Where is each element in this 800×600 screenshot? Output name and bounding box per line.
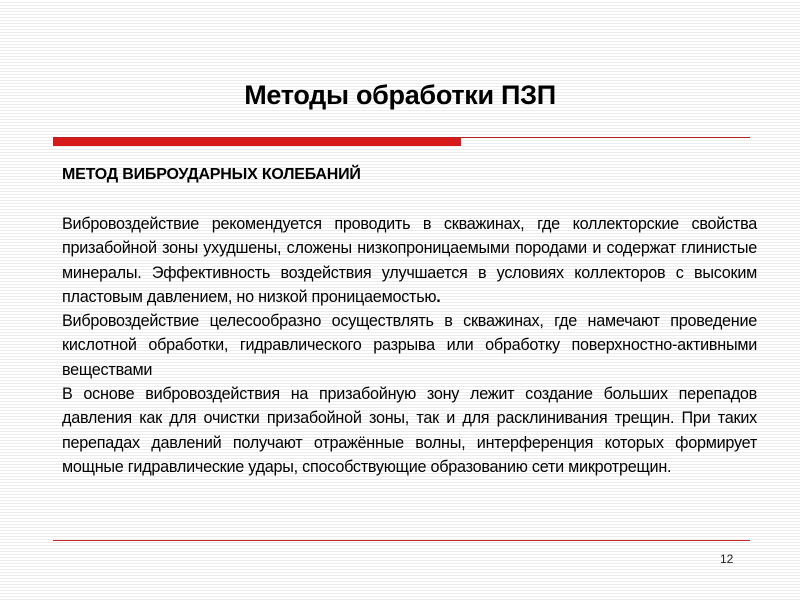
- paragraph-1-end-mark: .: [436, 287, 441, 306]
- paragraph-1: [62, 212, 757, 309]
- page-number: 12: [720, 552, 734, 566]
- paragraph-3: В основе вибровоздействия на призабойную зону лежит создание больших перепадов давления как для очистки призабойной зоны, так и для расклинивания трещин. При таких перепадах давлений получают отражённые волны, интерференция которых формирует мощные гидравлические удары, способствующие образованию сети микротрещин.: [62, 385, 757, 476]
- footer-divider-line: [53, 540, 750, 541]
- slide-title: Методы обработки ПЗП: [244, 80, 556, 110]
- paragraph-2: Вибровоздействие целесообразно осуществлять в скважинах, где намечают проведение кислотной обработки, гидравлического разрыва или обработку поверхностно-активными веществами: [62, 312, 757, 379]
- paragraph-1-text: Вибровоздействие рекомендуется проводить в скважинах, где коллекторские свойства призабойной зоны ухудшены, сложены низкопроницаемыми породами и содержат глинистые минералы. Эффективность воздействия улучшается в условиях коллекторов с высоким пластовым давлением, но низкой проницаемостью: [62, 215, 757, 306]
- body-text: [62, 212, 757, 479]
- title-accent-bar: [53, 138, 461, 146]
- section-heading: МЕТОД ВИБРОУДАРНЫХ КОЛЕБАНИЙ: [62, 166, 361, 183]
